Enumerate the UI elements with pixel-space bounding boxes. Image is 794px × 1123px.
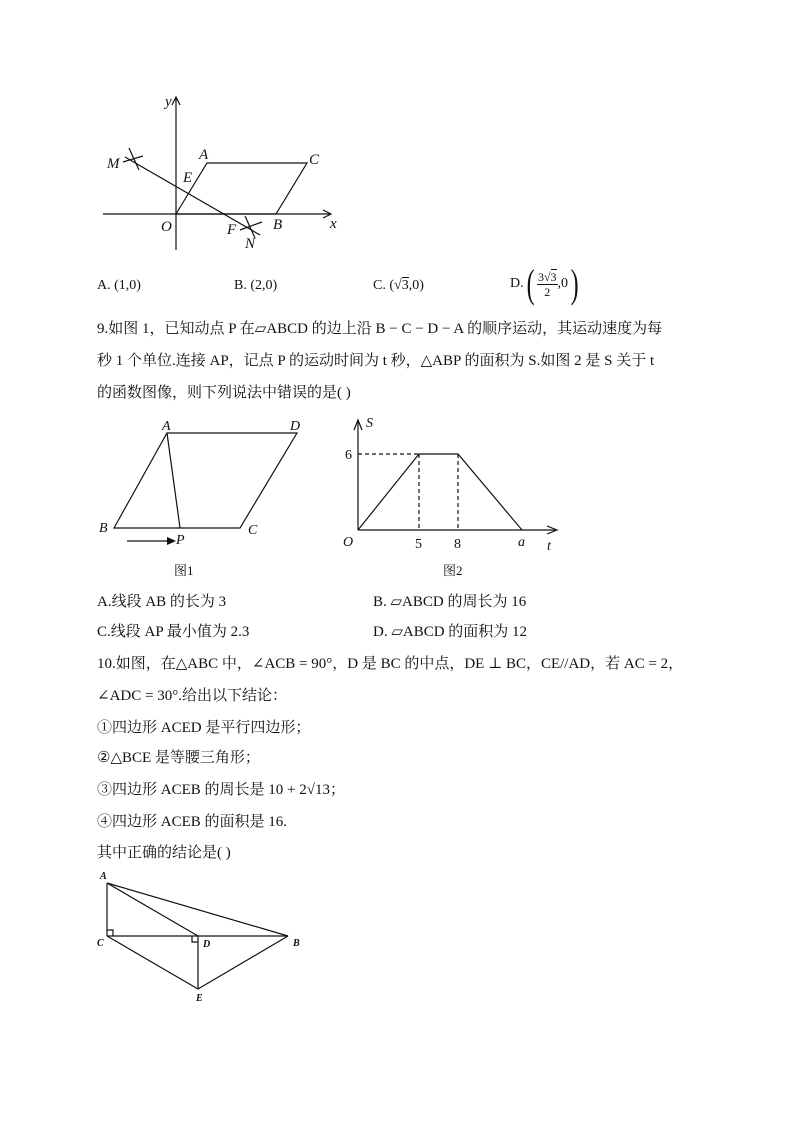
fraction (537, 270, 558, 299)
q9-figure-1 (92, 418, 312, 583)
label-b: B (273, 217, 283, 233)
q10-conclusion-3: ③四边形 ACEB 的周长是 10 + 2√13； (97, 782, 345, 798)
label-b: B (99, 521, 108, 536)
label-c: C (248, 523, 258, 538)
label-f: F (227, 222, 237, 238)
segment-ce (107, 936, 198, 989)
label-t: t (547, 539, 551, 554)
paren-right: ) (570, 261, 579, 306)
q10-conclusion-1: ①四边形 ACED 是平行四边形； (97, 720, 311, 736)
label-e: E (183, 170, 193, 186)
q10-conclusion-4: ④四边形 ACEB 的面积是 16. (97, 814, 288, 830)
q10-line-1: 10.如图，在△ABC 中，∠ACB = 90°，D 是 BC 的中点，DE ⊥ BC，CE//AD，若 AC = 2， (97, 656, 684, 672)
label-n: N (245, 236, 256, 252)
motion-arrow-head (167, 537, 176, 545)
segment-ad (107, 883, 198, 936)
q9-figure-2 (333, 410, 568, 585)
label-o: O (343, 535, 354, 550)
label-b: B (293, 938, 300, 949)
q9-option-d[interactable]: D. ▱ABCD 的面积为 12 (373, 624, 528, 640)
label-o: O (161, 219, 172, 235)
tick-a: a (518, 535, 525, 550)
q9-line-2: 秒 1 个单位.连接 AP，记点 P 的运动时间为 t 秒，△ABP 的面积为 S.如图 2 是 S 关于 t (97, 353, 655, 369)
numerator-coef: 3 (537, 269, 544, 284)
q8-option-b[interactable]: B. (2,0) (234, 278, 278, 293)
q8-option-d[interactable] (510, 262, 581, 306)
q8-coordinate-figure (95, 92, 355, 252)
fraction-denominator: 2 (544, 284, 551, 299)
area-graph (358, 454, 522, 530)
line-mn (125, 157, 260, 235)
q9-option-c[interactable]: C.线段 AP 最小值为 2.3 (97, 624, 250, 640)
q8-option-c-radicand: 3 (401, 278, 409, 293)
paren-left: ( (526, 261, 535, 306)
fraction-numerator: 3√3 (537, 269, 557, 284)
q9-line-3: 的函数图像，则下列说法中错误的是( ) (97, 385, 351, 401)
q8-option-a[interactable]: A. (1,0) (97, 278, 141, 293)
q8-option-c[interactable] (373, 276, 424, 296)
segment-ap (167, 433, 180, 528)
q9-option-b[interactable]: B. ▱ABCD 的周长为 16 (373, 594, 527, 610)
q8-option-c-prefix: C. ( (373, 278, 394, 293)
figure-2-caption: 图2 (443, 563, 463, 578)
label-c: C (97, 938, 104, 949)
label-d: D (290, 419, 301, 434)
q10-figure (92, 866, 312, 1008)
label-y: y (165, 94, 172, 110)
q10-prompt: 其中正确的结论是( ) (97, 845, 231, 861)
parallelogram-oabc (176, 163, 307, 214)
q8-option-c-suffix: ,0) (408, 278, 424, 293)
label-c: C (309, 152, 320, 168)
label-p: P (176, 533, 185, 548)
tick-6: 6 (345, 448, 352, 463)
tick-5: 5 (415, 537, 422, 552)
label-s: S (366, 416, 373, 431)
tick-8: 8 (454, 537, 461, 552)
label-d: D (203, 939, 211, 950)
figure-1-caption: 图1 (174, 563, 194, 578)
q9-option-a[interactable]: A.线段 AB 的长为 3 (97, 594, 227, 610)
segment-ab (107, 883, 288, 936)
right-angle-d (192, 936, 198, 942)
q10-conclusion-2: ②△BCE 是等腰三角形； (97, 750, 260, 766)
q10-line-2: ∠ADC = 30°.给出以下结论： (97, 688, 287, 704)
q8-option-d-tail: ,0 (557, 276, 569, 291)
label-a: A (199, 147, 209, 163)
q9-line-1: 9.如图 1，已知动点 P 在▱ABCD 的边上沿 B − C − D − A 的顺序运动，其运动速度为每 (97, 321, 663, 337)
label-e: E (196, 993, 203, 1004)
label-a: A (100, 871, 107, 882)
numerator-radicand: 3 (550, 269, 557, 284)
label-m: M (107, 156, 120, 172)
segment-eb (198, 936, 288, 989)
label-a: A (162, 419, 171, 434)
q8-option-d-prefix: D. (510, 276, 524, 291)
parallelogram-abcd (114, 433, 297, 528)
sqrt-sign: √ (394, 278, 402, 293)
right-angle-c (107, 930, 113, 936)
label-x: x (330, 216, 337, 232)
